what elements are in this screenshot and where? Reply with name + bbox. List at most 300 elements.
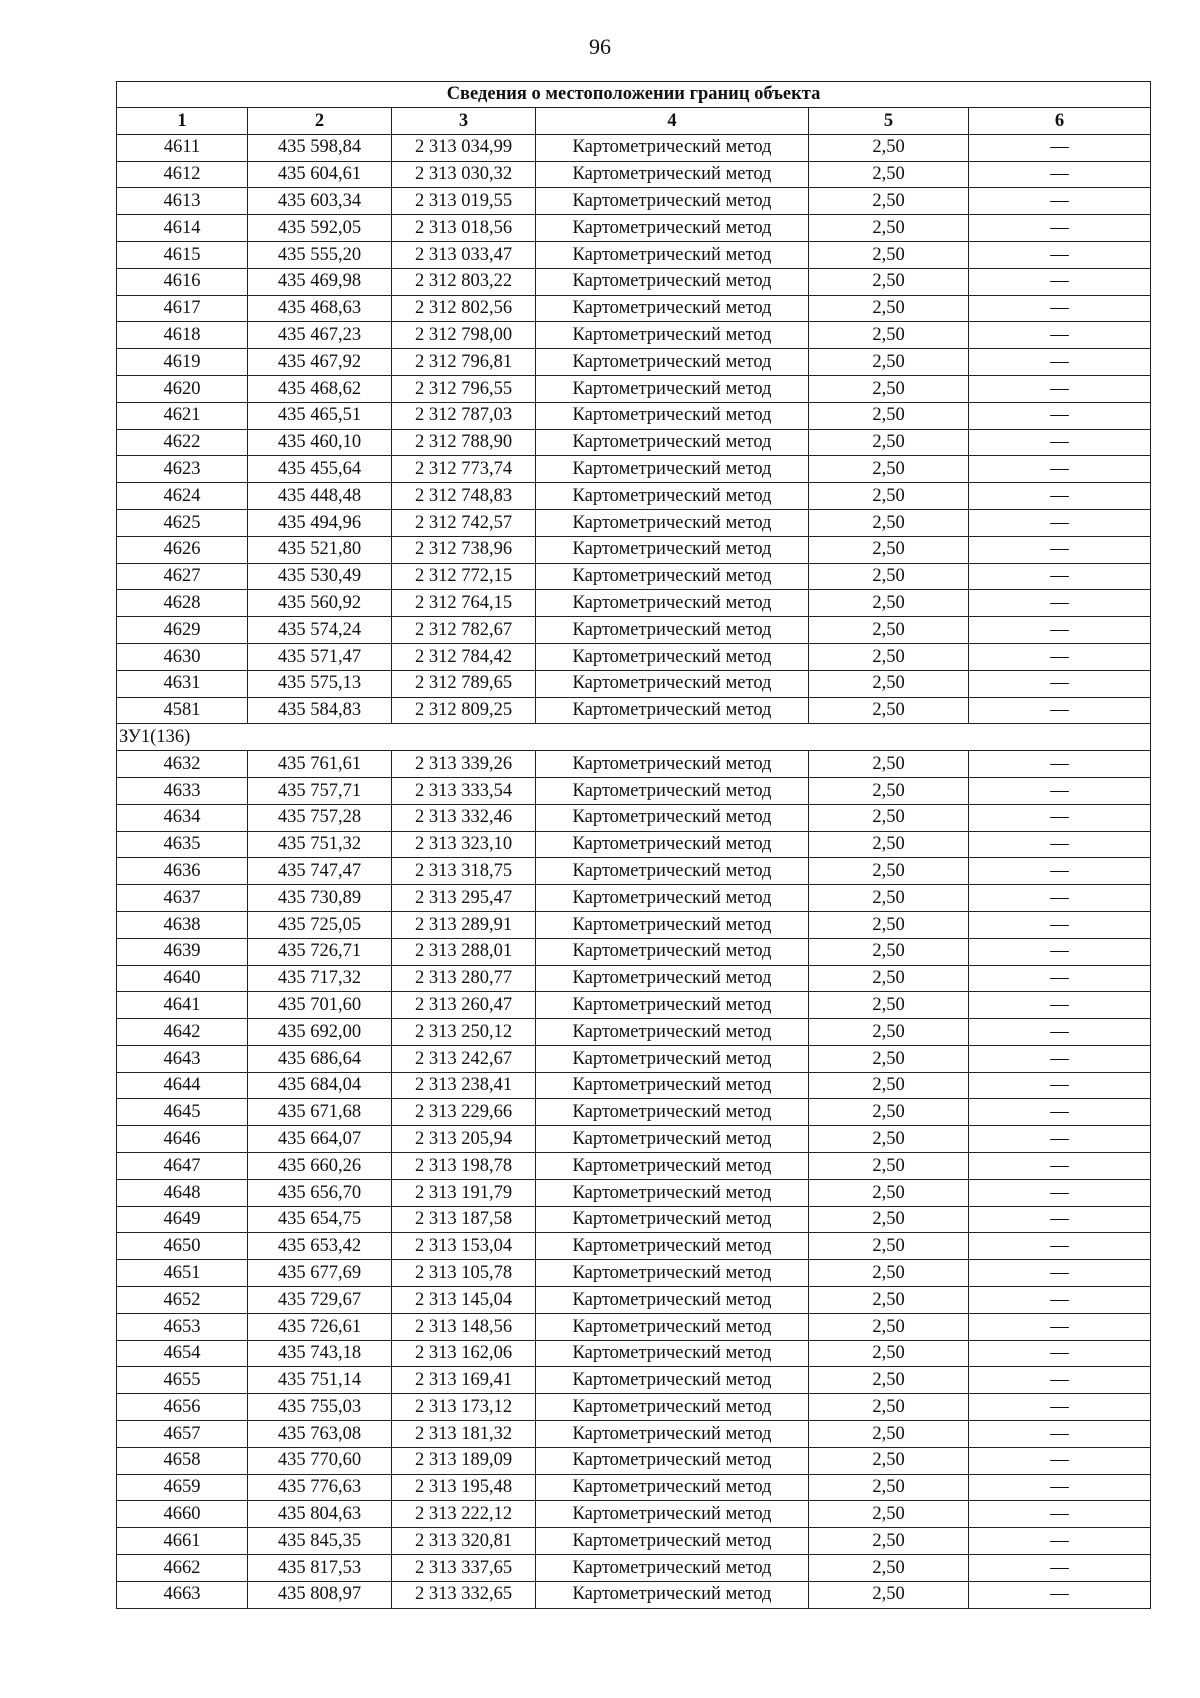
table-row [117, 1019, 1151, 1046]
y-coordinate-cell: 2 312 773,74 [392, 456, 536, 483]
column-header: 1 [117, 108, 248, 135]
accuracy-cell: 2,50 [809, 617, 969, 644]
y-coordinate-cell: 2 312 764,15 [392, 590, 536, 617]
x-coordinate-cell: 435 730,89 [248, 885, 392, 912]
method-cell: Картометрический метод [536, 992, 809, 1019]
y-coordinate-cell: 2 312 772,15 [392, 563, 536, 590]
point-number-cell: 4649 [117, 1206, 248, 1233]
table-row [117, 483, 1151, 510]
point-number-cell: 4663 [117, 1581, 248, 1608]
accuracy-cell: 2,50 [809, 349, 969, 376]
note-cell: — [969, 804, 1151, 831]
x-coordinate-cell: 435 603,34 [248, 188, 392, 215]
point-number-cell: 4659 [117, 1474, 248, 1501]
note-cell: — [969, 1126, 1151, 1153]
note-cell: — [969, 349, 1151, 376]
y-coordinate-cell: 2 312 803,22 [392, 268, 536, 295]
column-header: 2 [248, 108, 392, 135]
section-label: ЗУ1(136) [117, 724, 1151, 751]
accuracy-cell: 2,50 [809, 1555, 969, 1582]
note-cell: — [969, 134, 1151, 161]
y-coordinate-cell: 2 313 033,47 [392, 241, 536, 268]
method-cell: Картометрический метод [536, 1072, 809, 1099]
accuracy-cell: 2,50 [809, 1179, 969, 1206]
x-coordinate-cell: 435 725,05 [248, 911, 392, 938]
y-coordinate-cell: 2 312 788,90 [392, 429, 536, 456]
table-row [117, 1153, 1151, 1180]
note-cell: — [969, 1233, 1151, 1260]
method-cell: Картометрический метод [536, 1447, 809, 1474]
note-cell: — [969, 241, 1151, 268]
table-row [117, 161, 1151, 188]
table-row [117, 1421, 1151, 1448]
table-row [117, 1072, 1151, 1099]
x-coordinate-cell: 435 656,70 [248, 1179, 392, 1206]
method-cell: Картометрический метод [536, 563, 809, 590]
table-row [117, 134, 1151, 161]
note-cell: — [969, 751, 1151, 778]
accuracy-cell: 2,50 [809, 1099, 969, 1126]
x-coordinate-cell: 435 755,03 [248, 1394, 392, 1421]
table-row [117, 751, 1151, 778]
note-cell: — [969, 831, 1151, 858]
method-cell: Картометрический метод [536, 1019, 809, 1046]
table-row [117, 777, 1151, 804]
x-coordinate-cell: 435 575,13 [248, 670, 392, 697]
table-row [117, 456, 1151, 483]
note-cell: — [969, 1447, 1151, 1474]
note-cell: — [969, 456, 1151, 483]
x-coordinate-cell: 435 604,61 [248, 161, 392, 188]
note-cell: — [969, 965, 1151, 992]
x-coordinate-cell: 435 686,64 [248, 1045, 392, 1072]
y-coordinate-cell: 2 313 320,81 [392, 1528, 536, 1555]
note-cell: — [969, 215, 1151, 242]
accuracy-cell: 2,50 [809, 697, 969, 724]
table-row [117, 965, 1151, 992]
note-cell: — [969, 1045, 1151, 1072]
y-coordinate-cell: 2 313 169,41 [392, 1367, 536, 1394]
y-coordinate-cell: 2 313 333,54 [392, 777, 536, 804]
y-coordinate-cell: 2 312 789,65 [392, 670, 536, 697]
x-coordinate-cell: 435 592,05 [248, 215, 392, 242]
section-row [117, 724, 1151, 751]
note-cell: — [969, 938, 1151, 965]
table-row [117, 1394, 1151, 1421]
accuracy-cell: 2,50 [809, 1447, 969, 1474]
point-number-cell: 4620 [117, 375, 248, 402]
y-coordinate-cell: 2 312 796,81 [392, 349, 536, 376]
accuracy-cell: 2,50 [809, 134, 969, 161]
accuracy-cell: 2,50 [809, 241, 969, 268]
method-cell: Картометрический метод [536, 1233, 809, 1260]
point-number-cell: 4662 [117, 1555, 248, 1582]
y-coordinate-cell: 2 313 238,41 [392, 1072, 536, 1099]
point-number-cell: 4661 [117, 1528, 248, 1555]
x-coordinate-cell: 435 468,63 [248, 295, 392, 322]
table-row [117, 938, 1151, 965]
method-cell: Картометрический метод [536, 885, 809, 912]
note-cell: — [969, 885, 1151, 912]
table-row [117, 1581, 1151, 1608]
y-coordinate-cell: 2 312 787,03 [392, 402, 536, 429]
table-row [117, 402, 1151, 429]
x-coordinate-cell: 435 684,04 [248, 1072, 392, 1099]
table-row [117, 1474, 1151, 1501]
method-cell: Картометрический метод [536, 1501, 809, 1528]
note-cell: — [969, 429, 1151, 456]
x-coordinate-cell: 435 467,23 [248, 322, 392, 349]
y-coordinate-cell: 2 312 809,25 [392, 697, 536, 724]
accuracy-cell: 2,50 [809, 858, 969, 885]
note-cell: — [969, 322, 1151, 349]
point-number-cell: 4635 [117, 831, 248, 858]
x-coordinate-cell: 435 460,10 [248, 429, 392, 456]
x-coordinate-cell: 435 751,14 [248, 1367, 392, 1394]
table-row [117, 429, 1151, 456]
note-cell: — [969, 188, 1151, 215]
point-number-cell: 4624 [117, 483, 248, 510]
table-row [117, 349, 1151, 376]
point-number-cell: 4652 [117, 1287, 248, 1314]
note-cell: — [969, 1367, 1151, 1394]
x-coordinate-cell: 435 726,71 [248, 938, 392, 965]
table-row [117, 1260, 1151, 1287]
y-coordinate-cell: 2 313 295,47 [392, 885, 536, 912]
point-number-cell: 4621 [117, 402, 248, 429]
method-cell: Картометрический метод [536, 911, 809, 938]
method-cell: Картометрический метод [536, 161, 809, 188]
point-number-cell: 4612 [117, 161, 248, 188]
x-coordinate-cell: 435 584,83 [248, 697, 392, 724]
y-coordinate-cell: 2 312 748,83 [392, 483, 536, 510]
point-number-cell: 4633 [117, 777, 248, 804]
point-number-cell: 4640 [117, 965, 248, 992]
point-number-cell: 4637 [117, 885, 248, 912]
y-coordinate-cell: 2 313 145,04 [392, 1287, 536, 1314]
x-coordinate-cell: 435 465,51 [248, 402, 392, 429]
table-row [117, 590, 1151, 617]
point-number-cell: 4654 [117, 1340, 248, 1367]
x-coordinate-cell: 435 555,20 [248, 241, 392, 268]
method-cell: Картометрический метод [536, 1260, 809, 1287]
accuracy-cell: 2,50 [809, 804, 969, 831]
y-coordinate-cell: 2 313 034,99 [392, 134, 536, 161]
accuracy-cell: 2,50 [809, 1153, 969, 1180]
x-coordinate-cell: 435 677,69 [248, 1260, 392, 1287]
accuracy-cell: 2,50 [809, 1287, 969, 1314]
accuracy-cell: 2,50 [809, 1206, 969, 1233]
note-cell: — [969, 1421, 1151, 1448]
table-row [117, 536, 1151, 563]
accuracy-cell: 2,50 [809, 268, 969, 295]
x-coordinate-cell: 435 757,28 [248, 804, 392, 831]
x-coordinate-cell: 435 776,63 [248, 1474, 392, 1501]
table-row [117, 215, 1151, 242]
x-coordinate-cell: 435 521,80 [248, 536, 392, 563]
method-cell: Картометрический метод [536, 1340, 809, 1367]
table-row [117, 1126, 1151, 1153]
y-coordinate-cell: 2 312 796,55 [392, 375, 536, 402]
method-cell: Картометрический метод [536, 1126, 809, 1153]
method-cell: Картометрический метод [536, 1045, 809, 1072]
method-cell: Картометрический метод [536, 1421, 809, 1448]
column-header: 6 [969, 108, 1151, 135]
note-cell: — [969, 1581, 1151, 1608]
method-cell: Картометрический метод [536, 777, 809, 804]
y-coordinate-cell: 2 312 782,67 [392, 617, 536, 644]
method-cell: Картометрический метод [536, 536, 809, 563]
x-coordinate-cell: 435 571,47 [248, 643, 392, 670]
y-coordinate-cell: 2 313 205,94 [392, 1126, 536, 1153]
point-number-cell: 4650 [117, 1233, 248, 1260]
note-cell: — [969, 1099, 1151, 1126]
x-coordinate-cell: 435 448,48 [248, 483, 392, 510]
y-coordinate-cell: 2 313 222,12 [392, 1501, 536, 1528]
method-cell: Картометрический метод [536, 134, 809, 161]
point-number-cell: 4611 [117, 134, 248, 161]
accuracy-cell: 2,50 [809, 1045, 969, 1072]
y-coordinate-cell: 2 313 018,56 [392, 215, 536, 242]
y-coordinate-cell: 2 313 337,65 [392, 1555, 536, 1582]
column-header-row [117, 108, 1151, 135]
method-cell: Картометрический метод [536, 1367, 809, 1394]
table-row [117, 322, 1151, 349]
accuracy-cell: 2,50 [809, 536, 969, 563]
method-cell: Картометрический метод [536, 322, 809, 349]
table-title: Сведения о местоположении границ объекта [117, 82, 1151, 108]
note-cell: — [969, 1474, 1151, 1501]
accuracy-cell: 2,50 [809, 1581, 969, 1608]
note-cell: — [969, 402, 1151, 429]
method-cell: Картометрический метод [536, 617, 809, 644]
method-cell: Картометрический метод [536, 375, 809, 402]
note-cell: — [969, 563, 1151, 590]
accuracy-cell: 2,50 [809, 1501, 969, 1528]
y-coordinate-cell: 2 313 318,75 [392, 858, 536, 885]
table-row [117, 617, 1151, 644]
accuracy-cell: 2,50 [809, 911, 969, 938]
point-number-cell: 4656 [117, 1394, 248, 1421]
y-coordinate-cell: 2 313 323,10 [392, 831, 536, 858]
point-number-cell: 4651 [117, 1260, 248, 1287]
method-cell: Картометрический метод [536, 349, 809, 376]
y-coordinate-cell: 2 313 250,12 [392, 1019, 536, 1046]
method-cell: Картометрический метод [536, 590, 809, 617]
y-coordinate-cell: 2 313 260,47 [392, 992, 536, 1019]
accuracy-cell: 2,50 [809, 1126, 969, 1153]
point-number-cell: 4626 [117, 536, 248, 563]
table-row [117, 1313, 1151, 1340]
table-row [117, 670, 1151, 697]
method-cell: Картометрический метод [536, 858, 809, 885]
note-cell: — [969, 992, 1151, 1019]
note-cell: — [969, 911, 1151, 938]
table-row [117, 509, 1151, 536]
table-row [117, 188, 1151, 215]
column-header: 5 [809, 108, 969, 135]
point-number-cell: 4646 [117, 1126, 248, 1153]
x-coordinate-cell: 435 664,07 [248, 1126, 392, 1153]
accuracy-cell: 2,50 [809, 456, 969, 483]
point-number-cell: 4625 [117, 509, 248, 536]
y-coordinate-cell: 2 313 339,26 [392, 751, 536, 778]
accuracy-cell: 2,50 [809, 1367, 969, 1394]
point-number-cell: 4634 [117, 804, 248, 831]
accuracy-cell: 2,50 [809, 161, 969, 188]
y-coordinate-cell: 2 313 332,65 [392, 1581, 536, 1608]
point-number-cell: 4617 [117, 295, 248, 322]
method-cell: Картометрический метод [536, 1099, 809, 1126]
table-row [117, 1340, 1151, 1367]
accuracy-cell: 2,50 [809, 885, 969, 912]
x-coordinate-cell: 435 494,96 [248, 509, 392, 536]
y-coordinate-cell: 2 313 019,55 [392, 188, 536, 215]
table-row [117, 1528, 1151, 1555]
note-cell: — [969, 509, 1151, 536]
y-coordinate-cell: 2 313 162,06 [392, 1340, 536, 1367]
accuracy-cell: 2,50 [809, 831, 969, 858]
note-cell: — [969, 375, 1151, 402]
x-coordinate-cell: 435 468,62 [248, 375, 392, 402]
accuracy-cell: 2,50 [809, 1474, 969, 1501]
x-coordinate-cell: 435 763,08 [248, 1421, 392, 1448]
point-number-cell: 4615 [117, 241, 248, 268]
point-number-cell: 4641 [117, 992, 248, 1019]
note-cell: — [969, 858, 1151, 885]
note-cell: — [969, 483, 1151, 510]
x-coordinate-cell: 435 671,68 [248, 1099, 392, 1126]
y-coordinate-cell: 2 312 798,00 [392, 322, 536, 349]
x-coordinate-cell: 435 751,32 [248, 831, 392, 858]
point-number-cell: 4614 [117, 215, 248, 242]
table-row [117, 831, 1151, 858]
x-coordinate-cell: 435 660,26 [248, 1153, 392, 1180]
x-coordinate-cell: 435 654,75 [248, 1206, 392, 1233]
accuracy-cell: 2,50 [809, 1313, 969, 1340]
method-cell: Картометрический метод [536, 751, 809, 778]
method-cell: Картометрический метод [536, 1313, 809, 1340]
accuracy-cell: 2,50 [809, 563, 969, 590]
method-cell: Картометрический метод [536, 1394, 809, 1421]
note-cell: — [969, 1340, 1151, 1367]
point-number-cell: 4642 [117, 1019, 248, 1046]
point-number-cell: 4628 [117, 590, 248, 617]
y-coordinate-cell: 2 313 181,32 [392, 1421, 536, 1448]
x-coordinate-cell: 435 701,60 [248, 992, 392, 1019]
y-coordinate-cell: 2 312 802,56 [392, 295, 536, 322]
note-cell: — [969, 1260, 1151, 1287]
note-cell: — [969, 295, 1151, 322]
y-coordinate-cell: 2 313 280,77 [392, 965, 536, 992]
point-number-cell: 4655 [117, 1367, 248, 1394]
accuracy-cell: 2,50 [809, 429, 969, 456]
point-number-cell: 4636 [117, 858, 248, 885]
y-coordinate-cell: 2 313 242,67 [392, 1045, 536, 1072]
x-coordinate-cell: 435 808,97 [248, 1581, 392, 1608]
note-cell: — [969, 268, 1151, 295]
note-cell: — [969, 1528, 1151, 1555]
table-row [117, 375, 1151, 402]
point-number-cell: 4627 [117, 563, 248, 590]
y-coordinate-cell: 2 313 198,78 [392, 1153, 536, 1180]
method-cell: Картометрический метод [536, 215, 809, 242]
accuracy-cell: 2,50 [809, 1528, 969, 1555]
note-cell: — [969, 1313, 1151, 1340]
x-coordinate-cell: 435 574,24 [248, 617, 392, 644]
x-coordinate-cell: 435 770,60 [248, 1447, 392, 1474]
table-body [117, 134, 1151, 1608]
note-cell: — [969, 643, 1151, 670]
method-cell: Картометрический метод [536, 804, 809, 831]
y-coordinate-cell: 2 313 173,12 [392, 1394, 536, 1421]
method-cell: Картометрический метод [536, 831, 809, 858]
x-coordinate-cell: 435 717,32 [248, 965, 392, 992]
accuracy-cell: 2,50 [809, 965, 969, 992]
page-number: 96 [589, 34, 611, 59]
point-number-cell: 4619 [117, 349, 248, 376]
method-cell: Картометрический метод [536, 643, 809, 670]
point-number-cell: 4658 [117, 1447, 248, 1474]
accuracy-cell: 2,50 [809, 483, 969, 510]
table-row [117, 1447, 1151, 1474]
x-coordinate-cell: 435 469,98 [248, 268, 392, 295]
method-cell: Картометрический метод [536, 483, 809, 510]
point-number-cell: 4644 [117, 1072, 248, 1099]
point-number-cell: 4616 [117, 268, 248, 295]
accuracy-cell: 2,50 [809, 295, 969, 322]
note-cell: — [969, 777, 1151, 804]
method-cell: Картометрический метод [536, 697, 809, 724]
y-coordinate-cell: 2 313 187,58 [392, 1206, 536, 1233]
method-cell: Картометрический метод [536, 938, 809, 965]
point-number-cell: 4638 [117, 911, 248, 938]
x-coordinate-cell: 435 747,47 [248, 858, 392, 885]
note-cell: — [969, 1555, 1151, 1582]
accuracy-cell: 2,50 [809, 188, 969, 215]
method-cell: Картометрический метод [536, 1528, 809, 1555]
accuracy-cell: 2,50 [809, 1340, 969, 1367]
note-cell: — [969, 536, 1151, 563]
method-cell: Картометрический метод [536, 456, 809, 483]
y-coordinate-cell: 2 313 289,91 [392, 911, 536, 938]
note-cell: — [969, 1072, 1151, 1099]
method-cell: Картометрический метод [536, 241, 809, 268]
table-row [117, 1179, 1151, 1206]
x-coordinate-cell: 435 692,00 [248, 1019, 392, 1046]
y-coordinate-cell: 2 313 195,48 [392, 1474, 536, 1501]
accuracy-cell: 2,50 [809, 402, 969, 429]
x-coordinate-cell: 435 817,53 [248, 1555, 392, 1582]
accuracy-cell: 2,50 [809, 992, 969, 1019]
method-cell: Картометрический метод [536, 1555, 809, 1582]
x-coordinate-cell: 435 757,71 [248, 777, 392, 804]
x-coordinate-cell: 435 845,35 [248, 1528, 392, 1555]
accuracy-cell: 2,50 [809, 643, 969, 670]
table-row [117, 1367, 1151, 1394]
y-coordinate-cell: 2 312 784,42 [392, 643, 536, 670]
point-number-cell: 4648 [117, 1179, 248, 1206]
point-number-cell: 4613 [117, 188, 248, 215]
point-number-cell: 4623 [117, 456, 248, 483]
point-number-cell: 4660 [117, 1501, 248, 1528]
table-row [117, 804, 1151, 831]
point-number-cell: 4657 [117, 1421, 248, 1448]
accuracy-cell: 2,50 [809, 670, 969, 697]
boundary-coordinates-table [116, 81, 1151, 1609]
method-cell: Картометрический метод [536, 1581, 809, 1608]
column-header: 3 [392, 108, 536, 135]
